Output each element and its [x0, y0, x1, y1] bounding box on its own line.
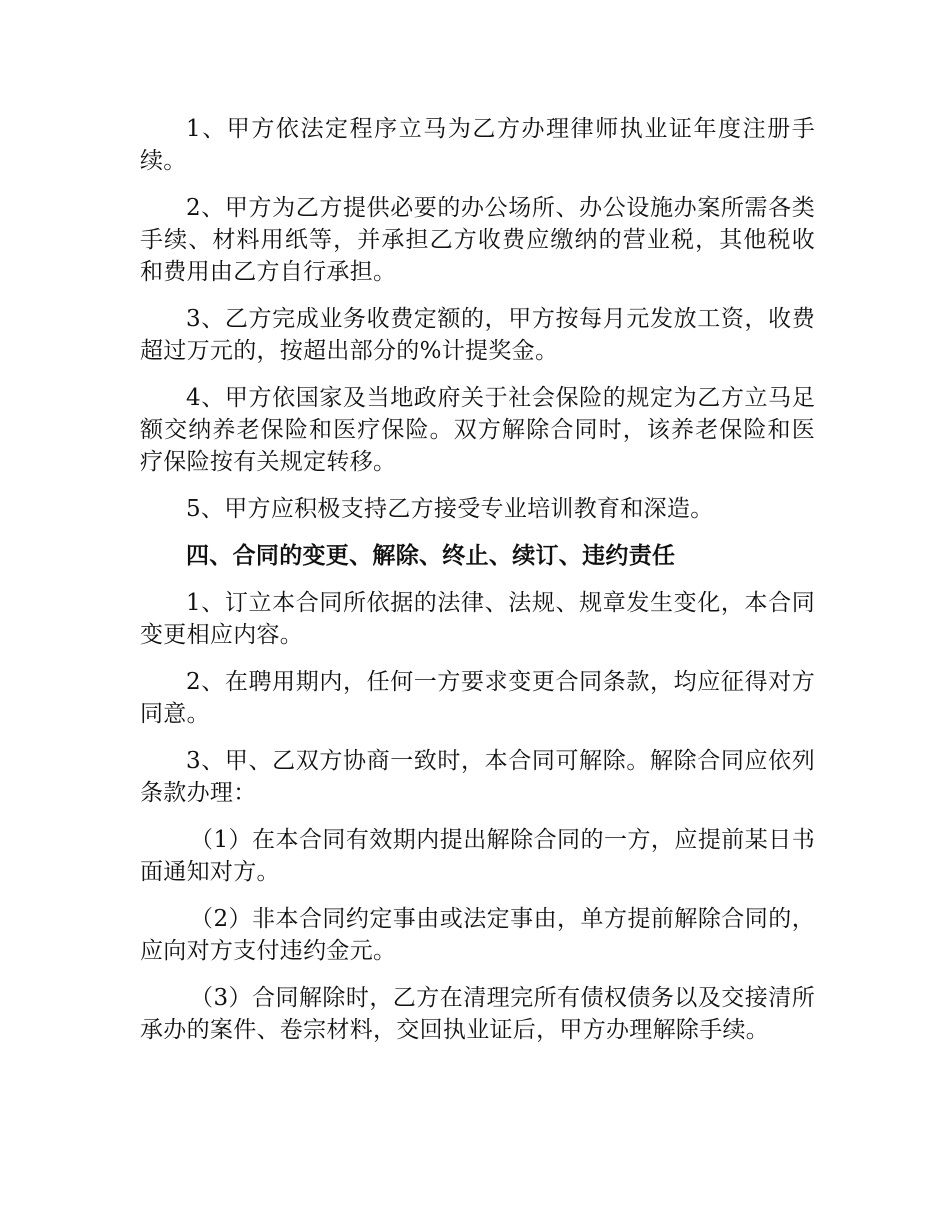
clause-paragraph: 3、乙方完成业务收费定额的，甲方按每月元发放工资，收费超过万元的，按超出部分的%计提奖金。	[140, 306, 815, 364]
sub-clause-paragraph: （1）在本合同有效期内提出解除合同的一方，应提前某日书面通知对方。	[140, 827, 815, 885]
clause-paragraph: 4、甲方依国家及当地政府关于社会保险的规定为乙方立马足额交纳养老保险和医疗保险。双方解除合同时，该养老保险和医疗保险按有关规定转移。	[140, 385, 815, 475]
document-page	[140, 113, 815, 1061]
sub-clause-paragraph: （2）非本合同约定事由或法定事由，单方提前解除合同的，应向对方支付违约金元。	[140, 906, 815, 964]
clause-paragraph: 2、甲方为乙方提供必要的办公场所、办公设施办案所需各类手续、材料用纸等，并承担乙方收费应缴纳的营业税，其他税收和费用由乙方自行承担。	[140, 195, 815, 285]
clause-paragraph: 3、甲、乙双方协商一致时，本合同可解除。解除合同应依列条款办理：	[140, 748, 815, 806]
clause-paragraph: 1、订立本合同所依据的法律、法规、规章发生变化，本合同变更相应内容。	[140, 590, 815, 648]
sub-clause-paragraph: （3）合同解除时，乙方在清理完所有债权债务以及交接清所承办的案件、卷宗材料，交回执业证后，甲方办理解除手续。	[140, 985, 815, 1043]
section-heading: 四、合同的变更、解除、终止、续订、违约责任	[186, 542, 676, 569]
clause-paragraph: 5、甲方应积极支持乙方接受专业培训教育和深造。	[186, 496, 714, 522]
clause-paragraph: 2、在聘用期内，任何一方要求变更合同条款，均应征得对方同意。	[140, 669, 815, 727]
clause-paragraph: 1、甲方依法定程序立马为乙方办理律师执业证年度注册手续。	[140, 116, 815, 174]
